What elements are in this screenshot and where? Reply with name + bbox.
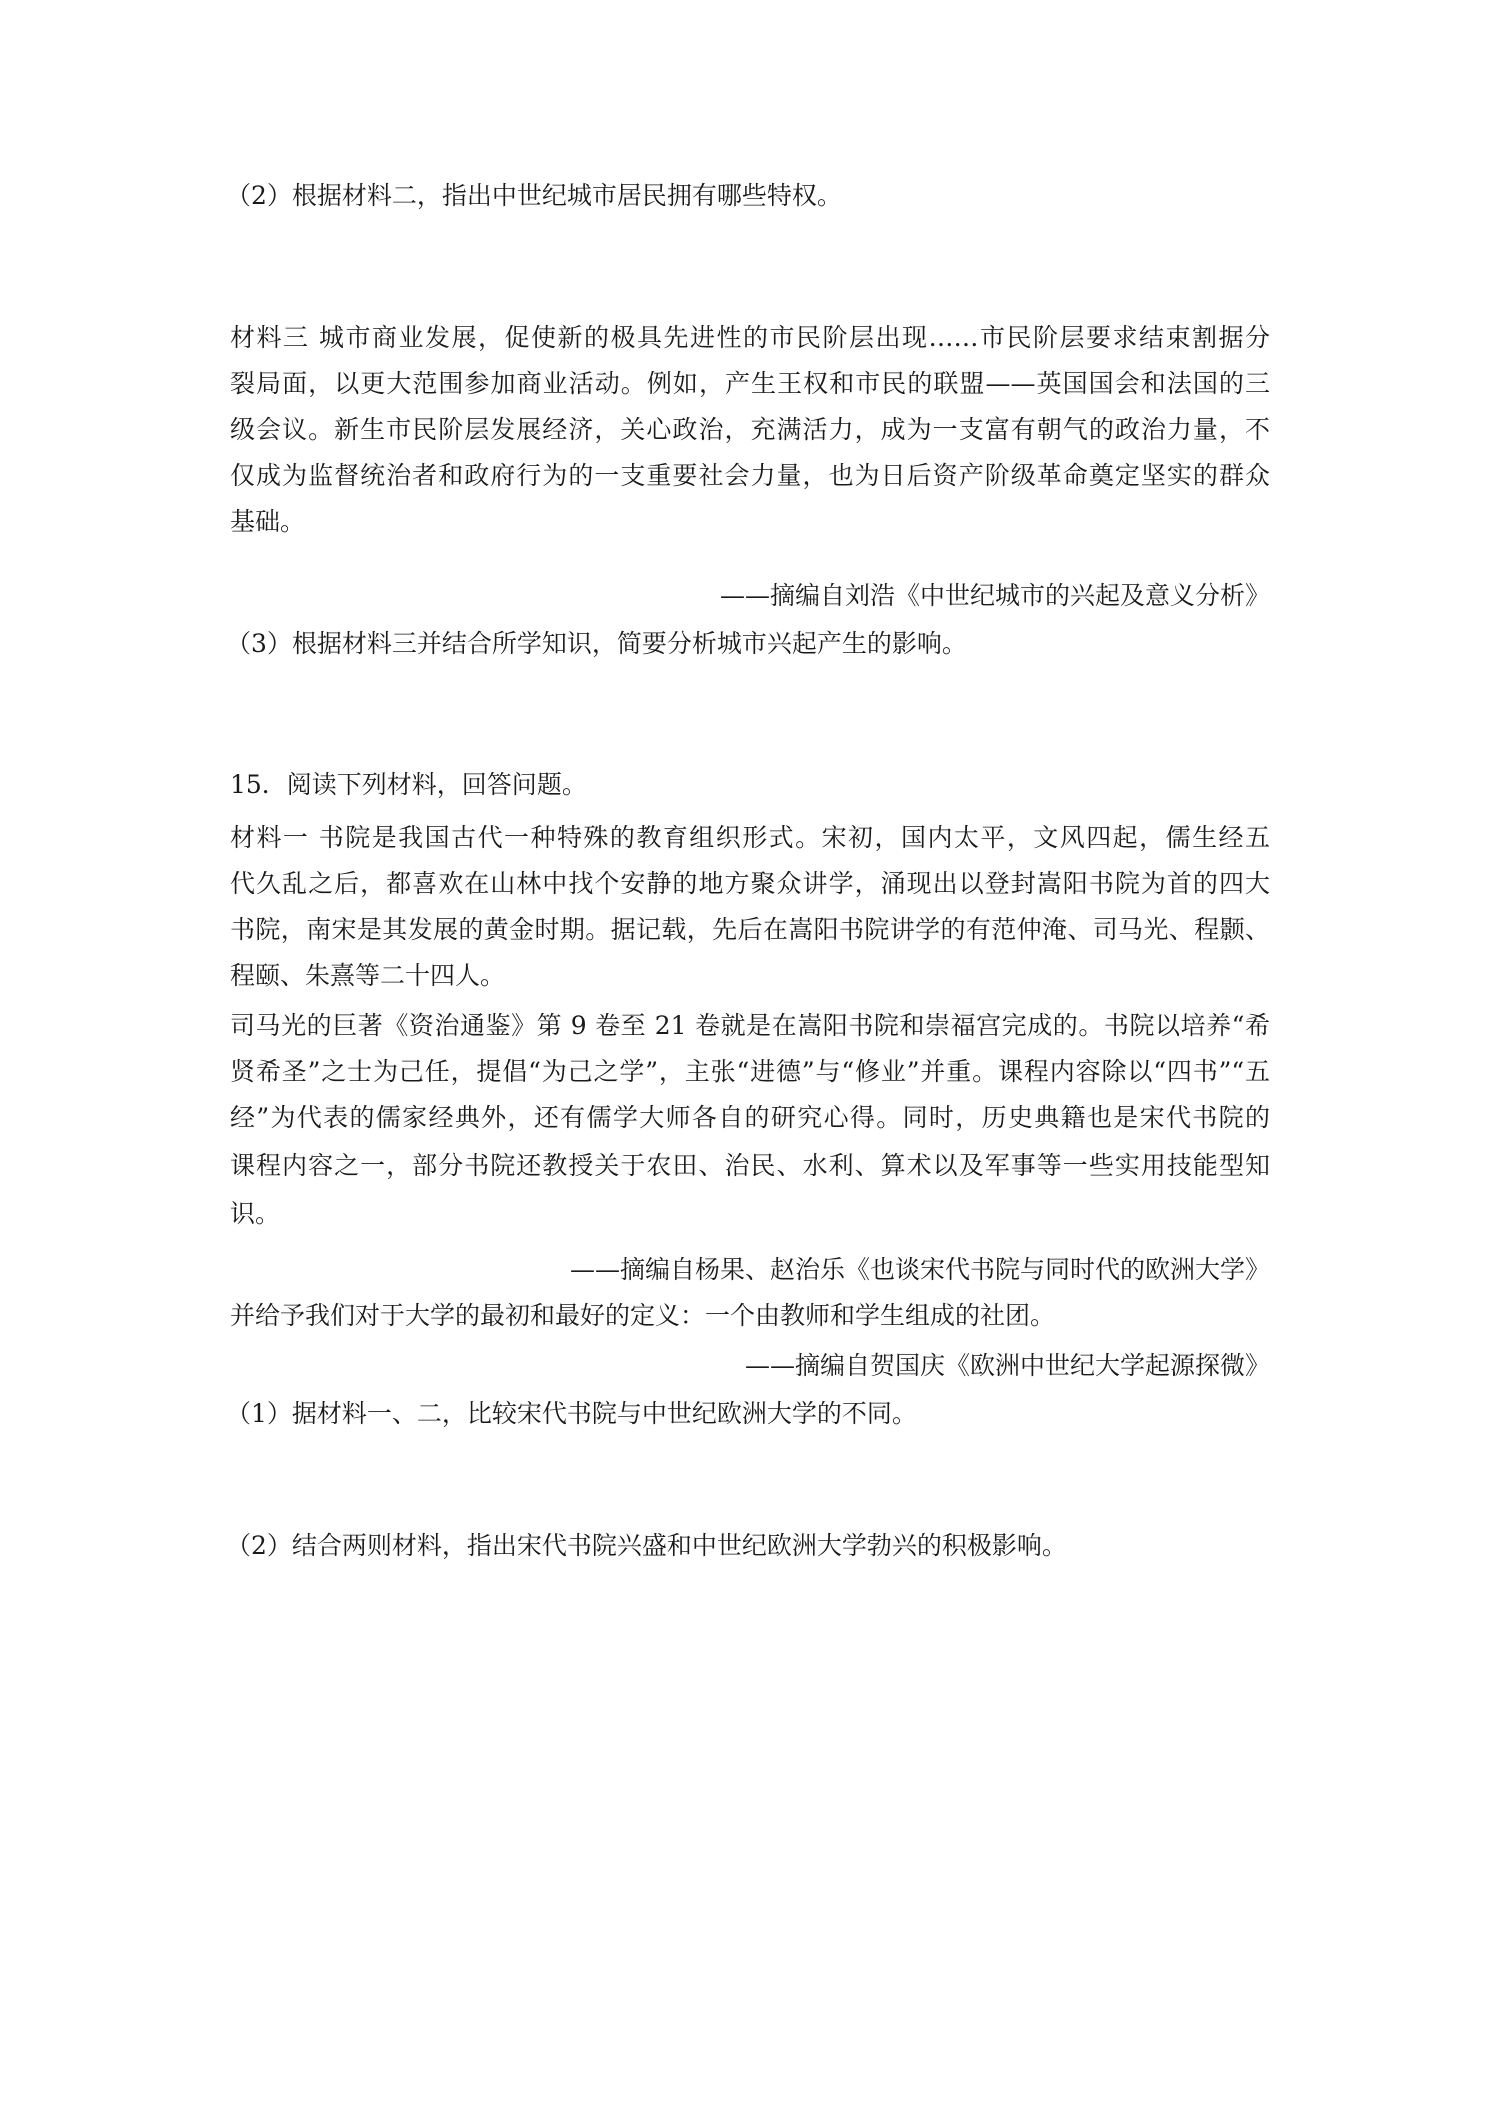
material-2-source: ——摘编自贺国庆《欧洲中世纪大学起源探微》 [744,1351,1270,1380]
question-3-prompt: （3）根据材料三并结合所学知识，简要分析城市兴起产生的影响。 [226,629,967,658]
material-3-line: 基础。 [230,507,306,536]
material-3-line: 级会议。新生市民阶层发展经济，关心政治，充满活力，成为一支富有朝气的政治力量，不 [230,415,1270,444]
material-1-line: 贤希圣”之士为己任，提倡“为己之学”，主张“进德”与“修业”并重。课程内容除以“四书”“五 [230,1057,1270,1086]
material-3-line: 仅成为监督统治者和政府行为的一支重要社会力量，也为日后资产阶级革命奠定坚实的群众 [230,461,1270,490]
material-1-source: ——摘编自杨果、赵治乐《也谈宋代书院与同时代的欧洲大学》 [569,1255,1270,1284]
question-15-2-prompt: （2）结合两则材料，指出宋代书院兴盛和中世纪欧洲大学勃兴的积极影响。 [226,1531,1067,1560]
material-1-line: 司马光的巨著《资治通鉴》第 9 卷至 21 卷就是在嵩阳书院和崇福宫完成的。书院以培养“希 [230,1011,1270,1040]
question-15-heading: 15．阅读下列材料，回答问题。 [230,770,587,799]
material-1-line: 经”为代表的儒家经典外，还有儒学大师各自的研究心得。同时，历史典籍也是宋代书院的 [230,1103,1270,1132]
material-3-source: ——摘编自刘浩《中世纪城市的兴起及意义分析》 [719,581,1270,610]
material-3-line: 材料三 城市商业发展，促使新的极具先进性的市民阶层出现……市民阶层要求结束割据分 [230,323,1270,352]
material-1-line: 材料一 书院是我国古代一种特殊的教育组织形式。宋初，国内太平，文风四起，儒生经五 [230,823,1270,852]
material-1-line: 书院，南宋是其发展的黄金时期。据记载，先后在嵩阳书院讲学的有范仲淹、司马光、程颢、 [230,915,1270,944]
question-15-1-prompt: （1）据材料一、二，比较宋代书院与中世纪欧洲大学的不同。 [226,1399,917,1428]
material-1-line: 课程内容之一，部分书院还教授关于农田、治民、水利、算术以及军事等一些实用技能型知 [230,1151,1270,1180]
material-1-line: 代久乱之后，都喜欢在山林中找个安静的地方聚众讲学，涌现出以登封嵩阳书院为首的四大 [230,869,1270,898]
material-2-line: 并给予我们对于大学的最初和最好的定义：一个由教师和学生组成的社团。 [230,1301,1056,1330]
question-2-prompt: （2）根据材料二，指出中世纪城市居民拥有哪些特权。 [226,181,842,210]
material-1-line: 程颐、朱熹等二十四人。 [230,961,506,990]
material-1-line: 识。 [230,1199,281,1228]
material-3-line: 裂局面，以更大范围参加商业活动。例如，产生王权和市民的联盟——英国国会和法国的三 [230,369,1270,398]
